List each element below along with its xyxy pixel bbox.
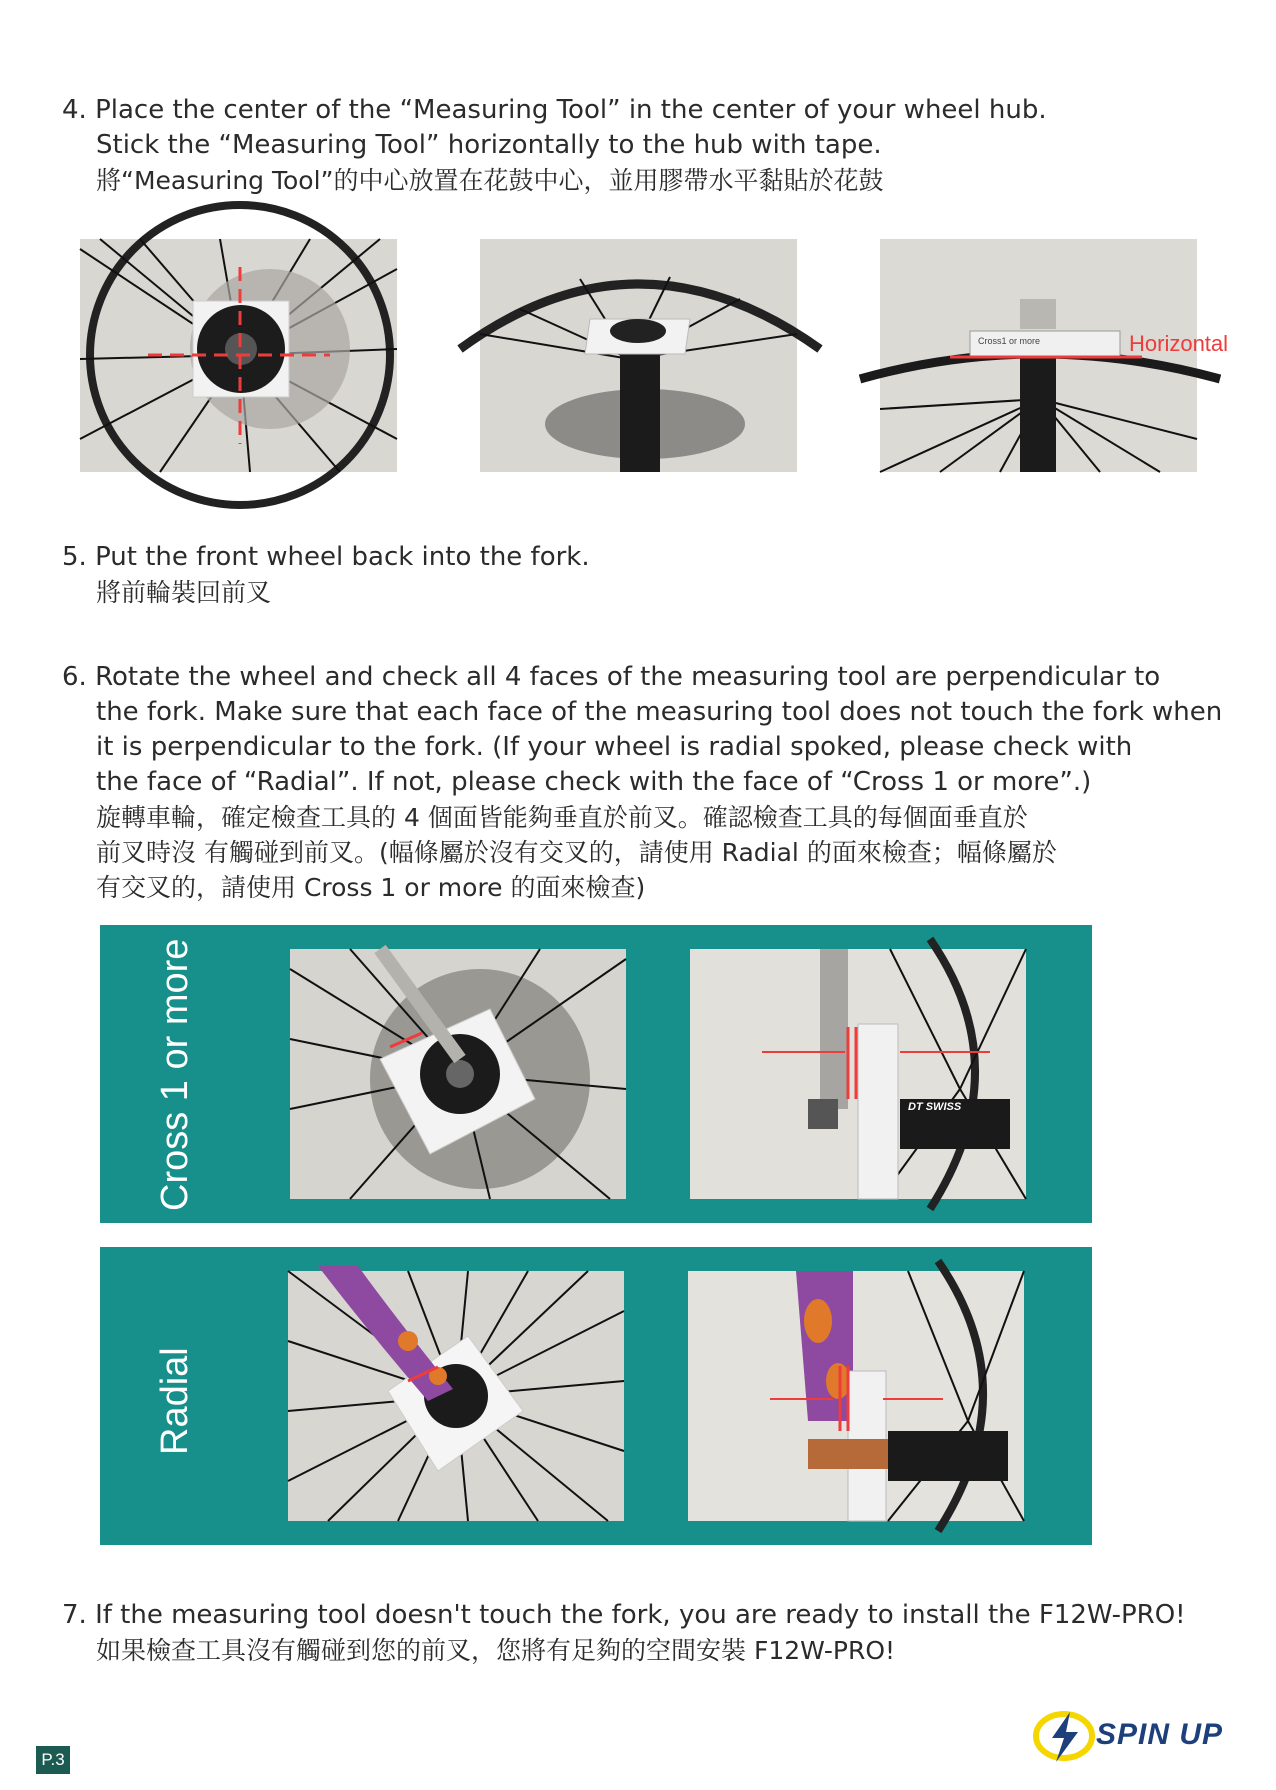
step-5-line-zh: 將前輪裝回前叉 xyxy=(96,578,272,607)
step-4-line-1: 4. Place the center of the “Measuring Tool” in the center of your wheel hub. xyxy=(62,95,1047,125)
page-number: P.3 xyxy=(36,1746,70,1774)
step-4-text xyxy=(62,93,1047,198)
step-6-line-zh-1: 旋轉車輪，確定檢查工具的 4 個面皆能夠垂直於前叉。確認檢查工具的每個面垂直於 xyxy=(96,803,1028,832)
step-7-line-zh: 如果檢查工具沒有觸碰到您的前叉，您將有足夠的空間安裝 F12W-PRO! xyxy=(96,1636,896,1665)
step-4-line-2: Stick the “Measuring Tool” horizontally to the hub with tape. xyxy=(96,130,882,160)
radial-panel-label: Radial xyxy=(154,1347,196,1455)
step-6-line-4: the face of “Radial”. If not, please check with the face of “Cross 1 or more”.) xyxy=(96,767,1092,797)
cross-hub-photo xyxy=(290,949,626,1199)
tool-print-text: Cross1 or more xyxy=(978,336,1041,346)
radial-panel xyxy=(100,1247,1092,1545)
step-6-line-2: the fork. Make sure that each face of the measuring tool does not touch the fork when xyxy=(96,697,1223,727)
logo-text: SPIN UP xyxy=(1096,1718,1224,1751)
hub-photo-horizontal-check xyxy=(880,239,1229,472)
hub-photo-side-view xyxy=(480,239,797,472)
step-6-line-zh-3: 有交叉的，請使用 Cross 1 or more 的面來檢查) xyxy=(96,873,646,902)
spin-up-logo xyxy=(1032,1706,1238,1766)
cross-fork-photo xyxy=(690,949,1026,1199)
step-7-line-1: 7. If the measuring tool doesn't touch the fork, you are ready to install the F12W-PRO! xyxy=(62,1600,1186,1630)
cross-panel-label: Cross 1 or more xyxy=(154,938,196,1211)
hub-brand-text: DT SWISS xyxy=(908,1101,962,1113)
step-6-line-zh-2: 前叉時沒 有觸碰到前叉。(幅條屬於沒有交叉的，請使用 Radial 的面來檢查；幅條屬於 xyxy=(96,838,1057,867)
horizontal-label: Horizontal xyxy=(1129,331,1229,356)
step-5-line-1: 5. Put the front wheel back into the fork. xyxy=(62,542,590,572)
step-5-text xyxy=(62,540,590,610)
step-6-line-1: 6. Rotate the wheel and check all 4 faces of the measuring tool are perpendicular to xyxy=(62,662,1161,692)
spin-up-swoosh-icon xyxy=(1032,1706,1096,1766)
step-6-line-3: it is perpendicular to the fork. (If your wheel is radial spoked, please check with xyxy=(96,732,1133,762)
step-6-text xyxy=(62,660,1222,905)
radial-hub-photo xyxy=(288,1271,624,1521)
hub-photo-front-view xyxy=(80,239,397,472)
cross-panel xyxy=(100,925,1092,1223)
step-7-text xyxy=(62,1598,1186,1668)
step-4-line-zh: 將“Measuring Tool”的中心放置在花鼓中心，並用膠帶水平黏貼於花鼓 xyxy=(96,166,884,195)
radial-fork-photo xyxy=(688,1271,1024,1521)
